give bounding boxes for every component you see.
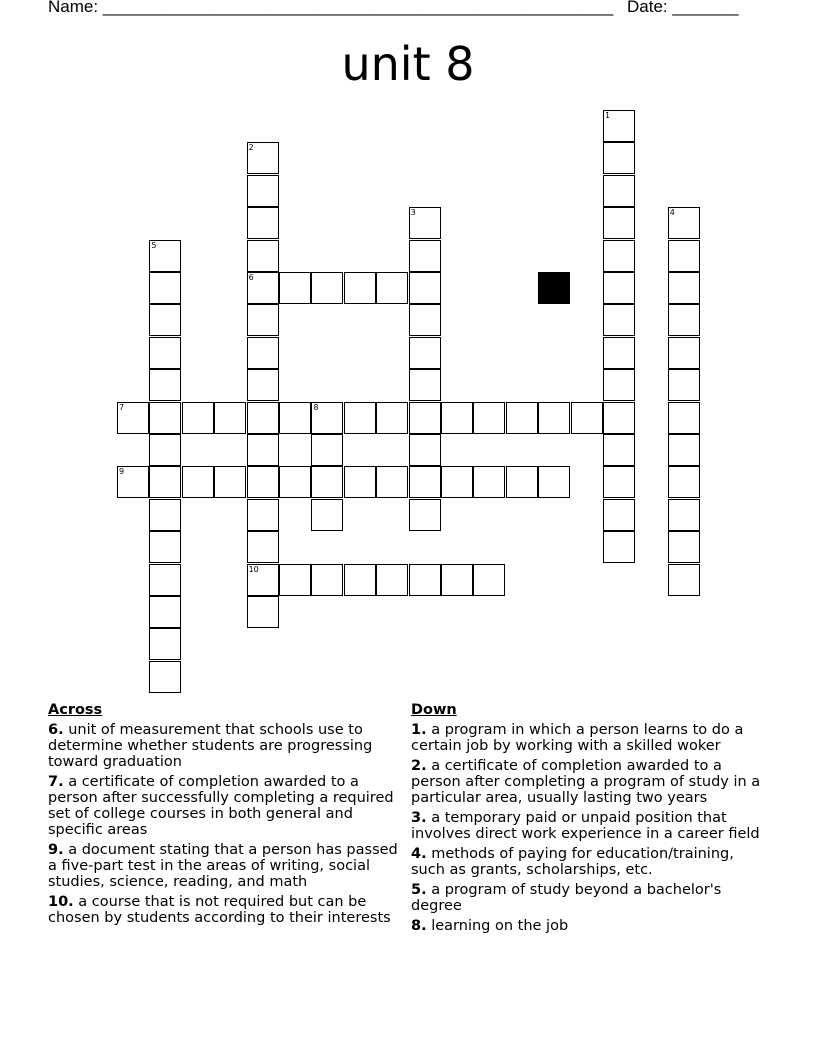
down-heading: Down bbox=[411, 702, 457, 718]
clue-number-label: 3 bbox=[410, 208, 416, 218]
grid-cell[interactable] bbox=[668, 240, 700, 272]
grid-cell[interactable] bbox=[409, 402, 441, 434]
grid-cell[interactable] bbox=[247, 531, 279, 563]
grid-cell[interactable] bbox=[376, 272, 408, 304]
clue-text: a certificate of completion awarded to a person after successfully completing a required set of college courses in both general and specific areas bbox=[48, 774, 394, 838]
grid-cell[interactable] bbox=[117, 466, 149, 498]
clue-number: 9. bbox=[48, 842, 64, 858]
grid-cell[interactable] bbox=[603, 110, 635, 142]
clue-number-label: 5 bbox=[151, 240, 157, 250]
grid-cell[interactable] bbox=[149, 466, 181, 498]
grid-cell[interactable] bbox=[441, 402, 473, 434]
grid-cell[interactable] bbox=[279, 402, 311, 434]
grid-cell[interactable] bbox=[409, 434, 441, 466]
grid-cell[interactable] bbox=[182, 402, 214, 434]
grid-cell[interactable] bbox=[247, 369, 279, 401]
grid-cell[interactable] bbox=[409, 240, 441, 272]
clue-text: a certificate of completion awarded to a person after completing a program of study in a particular area, usually lasting two years bbox=[411, 758, 761, 806]
grid-cell[interactable] bbox=[247, 564, 279, 596]
grid-cell[interactable] bbox=[149, 499, 181, 531]
grid-cell[interactable] bbox=[603, 240, 635, 272]
clue-number-label: 4 bbox=[669, 208, 675, 218]
grid-cell[interactable] bbox=[409, 564, 441, 596]
grid-cell[interactable] bbox=[668, 337, 700, 369]
grid-cell[interactable] bbox=[247, 337, 279, 369]
down-clue bbox=[411, 918, 771, 934]
clue-number-label: 7 bbox=[119, 402, 125, 412]
grid-cell[interactable] bbox=[376, 564, 408, 596]
grid-cell[interactable] bbox=[149, 272, 181, 304]
grid-cell[interactable] bbox=[603, 466, 635, 498]
clue-text: a program of study beyond a bachelor's degree bbox=[411, 882, 722, 914]
grid-cell[interactable] bbox=[311, 272, 343, 304]
grid-cell[interactable] bbox=[603, 142, 635, 174]
grid-cell[interactable] bbox=[247, 434, 279, 466]
grid-cell[interactable] bbox=[149, 369, 181, 401]
clue-number-label: 8 bbox=[313, 402, 319, 412]
clue-number: 5. bbox=[411, 882, 427, 898]
grid-cell[interactable] bbox=[247, 499, 279, 531]
grid-cell[interactable] bbox=[247, 466, 279, 498]
grid-cell[interactable] bbox=[279, 272, 311, 304]
grid-cell[interactable] bbox=[149, 240, 181, 272]
date-field-label[interactable]: Date: _______ bbox=[627, 0, 739, 16]
grid-cell[interactable] bbox=[247, 142, 279, 174]
clue-number: 2. bbox=[411, 758, 427, 774]
down-clues bbox=[411, 702, 771, 938]
clue-text: a course that is not required but can be chosen by students according to their interests bbox=[48, 894, 391, 926]
grid-cell[interactable] bbox=[409, 466, 441, 498]
clue-number: 7. bbox=[48, 774, 64, 790]
grid-cell[interactable] bbox=[247, 240, 279, 272]
grid-cell[interactable] bbox=[603, 369, 635, 401]
grid-cell[interactable] bbox=[182, 466, 214, 498]
clue-number: 3. bbox=[411, 810, 427, 826]
grid-cell[interactable] bbox=[668, 434, 700, 466]
grid-cell[interactable] bbox=[668, 402, 700, 434]
grid-cell[interactable] bbox=[668, 304, 700, 336]
grid-cell[interactable] bbox=[603, 531, 635, 563]
across-clue bbox=[48, 774, 408, 838]
down-clue bbox=[411, 758, 771, 806]
down-clue bbox=[411, 722, 771, 754]
grid-cell[interactable] bbox=[441, 466, 473, 498]
grid-cell[interactable] bbox=[311, 564, 343, 596]
grid-cell[interactable] bbox=[409, 499, 441, 531]
grid-cell[interactable] bbox=[409, 207, 441, 239]
grid-cell[interactable] bbox=[603, 304, 635, 336]
grid-block bbox=[538, 272, 570, 304]
grid-cell[interactable] bbox=[117, 402, 149, 434]
name-field-label[interactable]: Name: ______________________________________________________ bbox=[48, 0, 614, 16]
grid-cell[interactable] bbox=[506, 466, 538, 498]
grid-cell[interactable] bbox=[149, 661, 181, 693]
grid-cell[interactable] bbox=[311, 434, 343, 466]
grid-cell[interactable] bbox=[603, 207, 635, 239]
clue-text: unit of measurement that schools use to determine whether students are progressing toward graduation bbox=[48, 722, 373, 770]
across-clue bbox=[48, 722, 408, 770]
grid-cell[interactable] bbox=[538, 402, 570, 434]
grid-cell[interactable] bbox=[376, 402, 408, 434]
grid-cell[interactable] bbox=[668, 531, 700, 563]
grid-cell[interactable] bbox=[149, 531, 181, 563]
grid-cell[interactable] bbox=[344, 402, 376, 434]
grid-cell[interactable] bbox=[344, 272, 376, 304]
grid-cell[interactable] bbox=[409, 369, 441, 401]
grid-cell[interactable] bbox=[668, 466, 700, 498]
grid-cell[interactable] bbox=[344, 564, 376, 596]
grid-cell[interactable] bbox=[603, 434, 635, 466]
grid-cell[interactable] bbox=[668, 499, 700, 531]
grid-cell[interactable] bbox=[247, 272, 279, 304]
grid-cell[interactable] bbox=[247, 402, 279, 434]
grid-cell[interactable] bbox=[214, 466, 246, 498]
down-clue bbox=[411, 882, 771, 914]
grid-cell[interactable] bbox=[311, 499, 343, 531]
across-clues bbox=[48, 702, 408, 930]
grid-cell[interactable] bbox=[603, 175, 635, 207]
grid-cell[interactable] bbox=[149, 304, 181, 336]
grid-cell[interactable] bbox=[279, 466, 311, 498]
grid-cell[interactable] bbox=[668, 564, 700, 596]
clue-number-label: 2 bbox=[248, 143, 254, 153]
across-clue bbox=[48, 894, 408, 926]
grid-cell[interactable] bbox=[506, 402, 538, 434]
grid-cell[interactable] bbox=[473, 466, 505, 498]
grid-cell[interactable] bbox=[603, 337, 635, 369]
clue-text: learning on the job bbox=[431, 918, 569, 934]
grid-cell[interactable] bbox=[603, 499, 635, 531]
grid-cell[interactable] bbox=[409, 272, 441, 304]
grid-cell[interactable] bbox=[473, 402, 505, 434]
clue-number-label: 1 bbox=[605, 111, 611, 120]
clue-number-label: 6 bbox=[248, 273, 254, 282]
clue-number: 10. bbox=[48, 894, 74, 910]
page-title: unit 8 bbox=[341, 37, 475, 91]
grid-cell[interactable] bbox=[603, 272, 635, 304]
grid-cell[interactable] bbox=[376, 466, 408, 498]
down-clue bbox=[411, 846, 771, 878]
grid-cell[interactable] bbox=[149, 628, 181, 660]
grid-cell[interactable] bbox=[149, 564, 181, 596]
grid-cell[interactable] bbox=[214, 402, 246, 434]
grid-cell[interactable] bbox=[149, 596, 181, 628]
grid-cell[interactable] bbox=[247, 207, 279, 239]
grid-cell[interactable] bbox=[571, 402, 603, 434]
clue-text: a document stating that a person has passed a five-part test in the areas of writing, social studies, science, reading, and math bbox=[48, 842, 398, 890]
grid-cell[interactable] bbox=[409, 304, 441, 336]
clue-number: 4. bbox=[411, 846, 427, 862]
grid-cell[interactable] bbox=[668, 369, 700, 401]
grid-cell[interactable] bbox=[247, 596, 279, 628]
grid-cell[interactable] bbox=[409, 337, 441, 369]
clue-number-label: 9 bbox=[119, 467, 125, 477]
grid-cell[interactable] bbox=[473, 564, 505, 596]
grid-cell[interactable] bbox=[247, 304, 279, 336]
grid-cell[interactable] bbox=[668, 207, 700, 239]
grid-cell[interactable] bbox=[311, 402, 343, 434]
grid-cell[interactable] bbox=[149, 402, 181, 434]
clue-text: methods of paying for education/training, such as grants, scholarships, etc. bbox=[411, 846, 734, 878]
grid-cell[interactable] bbox=[441, 564, 473, 596]
clue-number: 8. bbox=[411, 918, 427, 934]
across-clue bbox=[48, 842, 408, 890]
grid-cell[interactable] bbox=[247, 175, 279, 207]
clue-number-label: 10 bbox=[248, 564, 259, 574]
grid-cell[interactable] bbox=[149, 337, 181, 369]
grid-cell[interactable] bbox=[668, 272, 700, 304]
down-clue bbox=[411, 810, 771, 842]
grid-cell[interactable] bbox=[344, 466, 376, 498]
across-heading: Across bbox=[48, 702, 103, 718]
grid-cell[interactable] bbox=[311, 466, 343, 498]
clue-text: a temporary paid or unpaid position that involves direct work experience in a career field bbox=[411, 810, 760, 842]
grid-cell[interactable] bbox=[603, 402, 635, 434]
grid-cell[interactable] bbox=[149, 434, 181, 466]
grid-cell[interactable] bbox=[279, 564, 311, 596]
grid-cell[interactable] bbox=[538, 466, 570, 498]
clue-text: a program in which a person learns to do a certain job by working with a skilled woker bbox=[411, 722, 744, 754]
clue-number: 6. bbox=[48, 722, 64, 738]
clue-number: 1. bbox=[411, 722, 427, 738]
